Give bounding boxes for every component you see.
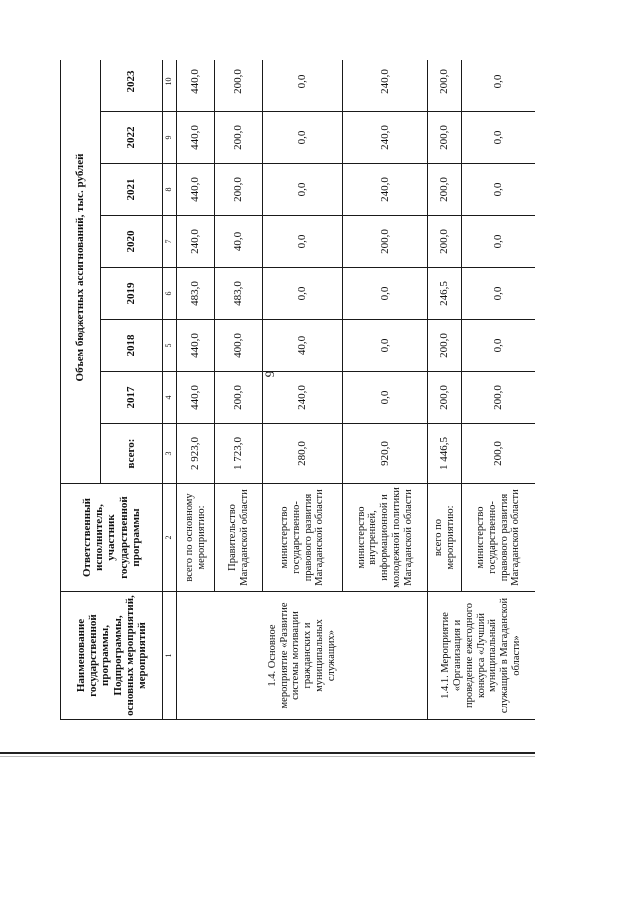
value-cell: 0,0	[343, 268, 428, 320]
value-cell: 40,0	[215, 216, 263, 268]
header-year: 2022	[101, 112, 163, 164]
value-cell: 1 446,5	[428, 424, 462, 484]
value-cell: 920,0	[343, 424, 428, 484]
table-row	[428, 60, 462, 720]
value-cell: 240,0	[343, 60, 428, 112]
value-cell: 0,0	[462, 216, 536, 268]
executor-cell: Правительство Магаданской области	[215, 484, 263, 592]
value-cell: 0,0	[462, 320, 536, 372]
header-year: 2021	[101, 164, 163, 216]
value-cell: 440,0	[177, 164, 215, 216]
value-cell: 440,0	[177, 372, 215, 424]
value-cell: 483,0	[215, 268, 263, 320]
column-index: 4	[163, 372, 177, 424]
value-cell: 240,0	[177, 216, 215, 268]
column-index: 10	[163, 60, 177, 112]
value-cell: 200,0	[215, 164, 263, 216]
executor-cell: министерство внутренней, информационной и молодежной политики Магаданской области	[343, 484, 428, 592]
table-row	[177, 60, 215, 720]
rotated-table-area	[60, 60, 535, 720]
column-index: 7	[163, 216, 177, 268]
column-index: 6	[163, 268, 177, 320]
column-index-row	[163, 60, 177, 720]
header-year: 2018	[101, 320, 163, 372]
header-budget-group: Объем бюджетных ассигнований, тыс. рублей	[61, 60, 101, 484]
header-year: 2023	[101, 60, 163, 112]
value-cell: 200,0	[343, 216, 428, 268]
value-cell: 0,0	[462, 60, 536, 112]
value-cell: 483,0	[177, 268, 215, 320]
value-cell: 400,0	[215, 320, 263, 372]
value-cell: 440,0	[177, 320, 215, 372]
value-cell: 440,0	[177, 112, 215, 164]
value-cell: 280,0	[263, 424, 343, 484]
page-number: 9	[262, 370, 277, 378]
header-executor: Ответственный исполнитель, участник государственной программы	[61, 484, 163, 592]
value-cell: 200,0	[428, 60, 462, 112]
column-index: 1	[163, 592, 177, 720]
column-index: 5	[163, 320, 177, 372]
value-cell: 200,0	[215, 60, 263, 112]
value-cell: 240,0	[343, 112, 428, 164]
value-cell: 0,0	[462, 164, 536, 216]
column-index: 3	[163, 424, 177, 484]
value-cell: 2 923,0	[177, 424, 215, 484]
value-cell: 200,0	[215, 112, 263, 164]
header-year: 2020	[101, 216, 163, 268]
value-cell: 0,0	[343, 372, 428, 424]
value-cell: 40,0	[263, 320, 343, 372]
value-cell: 0,0	[263, 164, 343, 216]
column-index: 8	[163, 164, 177, 216]
value-cell: 440,0	[177, 60, 215, 112]
value-cell: 200,0	[428, 112, 462, 164]
value-cell: 0,0	[462, 112, 536, 164]
value-cell: 200,0	[462, 372, 536, 424]
header-year: 2017	[101, 372, 163, 424]
value-cell: 246,5	[428, 268, 462, 320]
page-bottom-rule-shadow	[0, 756, 535, 757]
value-cell: 0,0	[263, 112, 343, 164]
column-index: 9	[163, 112, 177, 164]
header-program-name: Наименование государственной программы, Подпрограммы, основных мероприятий, мероприятий	[61, 592, 163, 720]
program-name-cell: 1.4.1. Мероприятие «Организация и проведение ежегодного конкурса «Лучший муниципальный служащий в Магаданской области»	[428, 592, 536, 720]
value-cell: 0,0	[263, 216, 343, 268]
value-cell: 0,0	[462, 268, 536, 320]
program-name-cell: 1.4. Основное мероприятие «Развитие системы мотивации гражданских и муниципальных служащих»	[177, 592, 428, 720]
page-bottom-rule	[0, 752, 535, 754]
value-cell: 200,0	[462, 424, 536, 484]
executor-cell: министерство государственно-правового развития Магаданской области	[263, 484, 343, 592]
value-cell: 240,0	[343, 164, 428, 216]
executor-cell: министерство государственно-правового развития Магаданской области	[462, 484, 536, 592]
column-index: 2	[163, 484, 177, 592]
budget-table	[60, 60, 535, 720]
value-cell: 200,0	[428, 320, 462, 372]
value-cell: 200,0	[215, 372, 263, 424]
executor-cell: всего по основному мероприятию:	[177, 484, 215, 592]
value-cell: 0,0	[263, 60, 343, 112]
value-cell: 200,0	[428, 164, 462, 216]
header-year: 2019	[101, 268, 163, 320]
value-cell: 0,0	[263, 268, 343, 320]
value-cell: 200,0	[428, 372, 462, 424]
value-cell: 0,0	[343, 320, 428, 372]
value-cell: 1 723,0	[215, 424, 263, 484]
header-total: всего:	[101, 424, 163, 484]
value-cell: 240,0	[263, 372, 343, 424]
value-cell: 200,0	[428, 216, 462, 268]
executor-cell: всего по мероприятию:	[428, 484, 462, 592]
